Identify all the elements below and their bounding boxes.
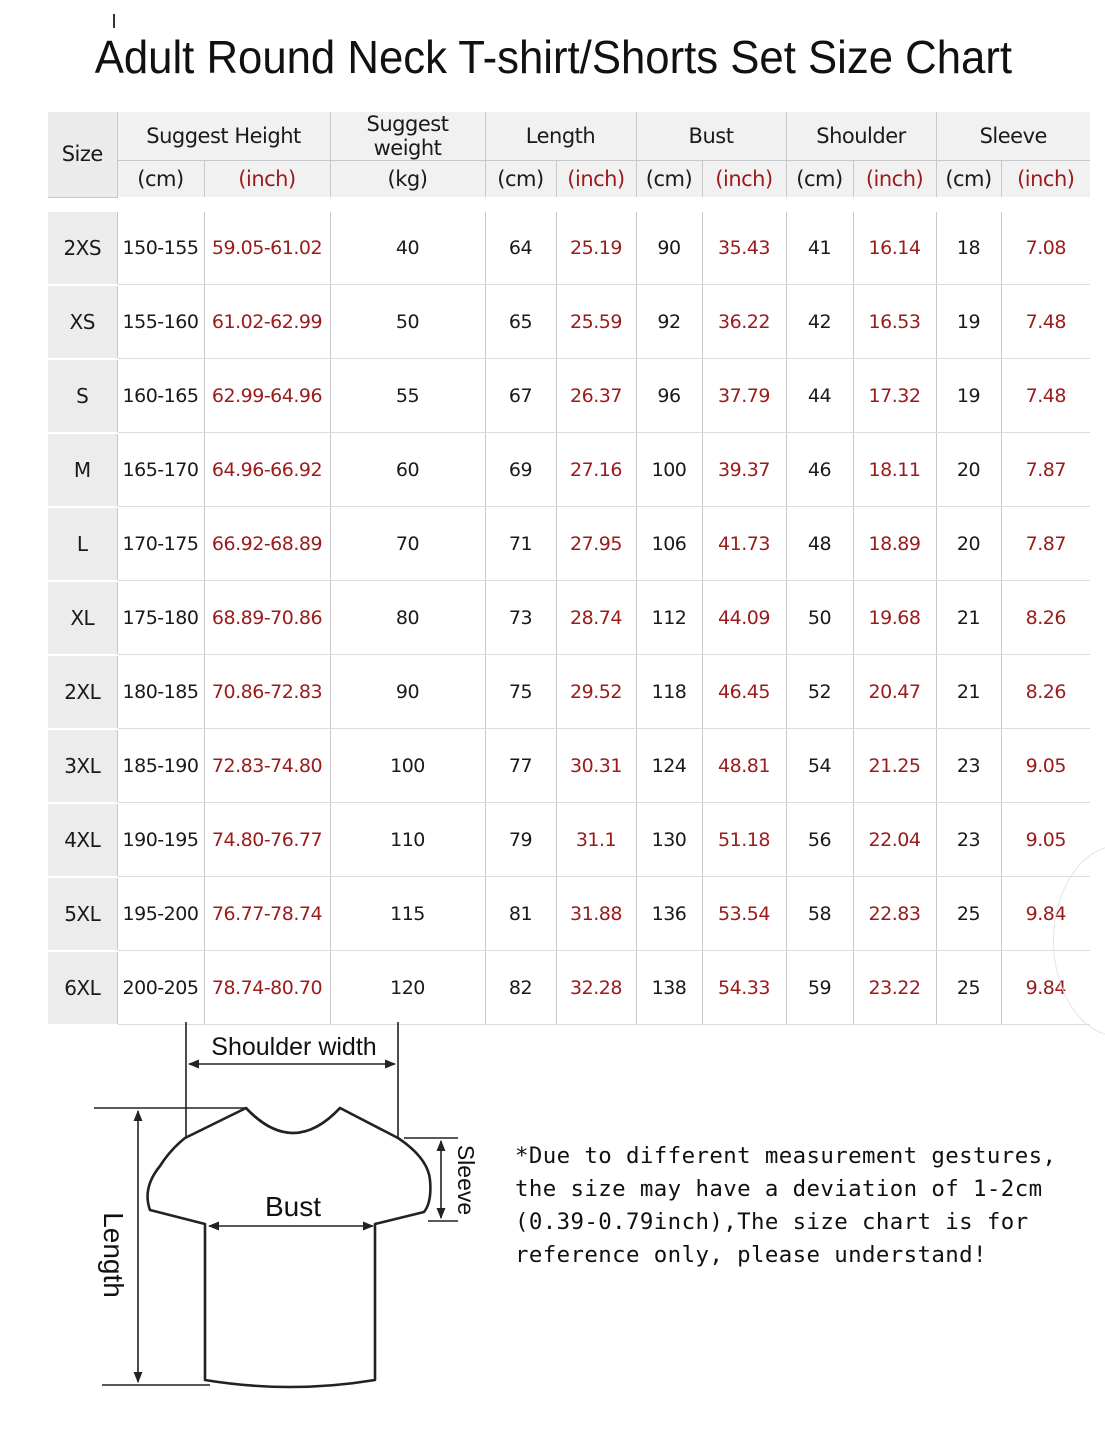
header-height: Suggest Height xyxy=(117,112,330,161)
length-inch-cell: 31.1 xyxy=(556,803,636,877)
height-inch-cell: 62.99-64.96 xyxy=(204,359,330,433)
length-cm-cell: 69 xyxy=(485,433,556,507)
weight-cell: 90 xyxy=(330,655,485,729)
sleeve-cm-cell: 21 xyxy=(936,655,1001,729)
sleeve-cm-cell: 19 xyxy=(936,285,1001,359)
height-cm-cell: 180-185 xyxy=(117,655,204,729)
sleeve-cm-cell: 20 xyxy=(936,433,1001,507)
sleeve-inch-cell: 7.87 xyxy=(1001,433,1090,507)
length-inch-cell: 28.74 xyxy=(556,581,636,655)
weight-cell: 115 xyxy=(330,877,485,951)
bust-cm-cell: 112 xyxy=(636,581,702,655)
size-cell: S xyxy=(48,359,117,433)
sleeve-inch-cell: 9.05 xyxy=(1001,729,1090,803)
page-title: Adult Round Neck T-shirt/Shorts Set Size Chart xyxy=(94,31,1013,83)
shoulder-inch-cell: 18.89 xyxy=(853,507,936,581)
header-gap xyxy=(48,197,1090,212)
shoulder-inch-cell: 21.25 xyxy=(853,729,936,803)
height-cm-cell: 160-165 xyxy=(117,359,204,433)
bust-label: Bust xyxy=(264,1191,322,1222)
unit-length-cm: (cm) xyxy=(485,161,556,198)
sleeve-cm-cell: 21 xyxy=(936,581,1001,655)
length-inch-cell: 32.28 xyxy=(556,951,636,1025)
table-row xyxy=(48,359,1090,433)
size-cell: XL xyxy=(48,581,117,655)
weight-cell: 40 xyxy=(330,212,485,285)
shoulder-cm-cell: 58 xyxy=(786,877,853,951)
table-row xyxy=(48,655,1090,729)
table-row xyxy=(48,581,1090,655)
shoulder-cm-cell: 44 xyxy=(786,359,853,433)
sleeve-inch-cell: 8.26 xyxy=(1001,581,1090,655)
weight-cell: 100 xyxy=(330,729,485,803)
sleeve-inch-cell: 9.05 xyxy=(1001,803,1090,877)
length-inch-cell: 30.31 xyxy=(556,729,636,803)
length-cm-cell: 73 xyxy=(485,581,556,655)
bust-inch-cell: 44.09 xyxy=(702,581,786,655)
bust-inch-cell: 41.73 xyxy=(702,507,786,581)
bust-cm-cell: 118 xyxy=(636,655,702,729)
length-inch-cell: 27.16 xyxy=(556,433,636,507)
size-chart-table xyxy=(48,112,1090,1026)
size-cell: 2XS xyxy=(48,212,117,285)
header-sleeve: Sleeve xyxy=(936,112,1090,161)
length-label: Length xyxy=(98,1212,129,1298)
length-cm-cell: 81 xyxy=(485,877,556,951)
sleeve-cm-cell: 25 xyxy=(936,877,1001,951)
height-inch-cell: 74.80-76.77 xyxy=(204,803,330,877)
tshirt-outline-icon xyxy=(148,1108,431,1387)
length-cm-cell: 77 xyxy=(485,729,556,803)
table-row xyxy=(48,285,1090,359)
weight-cell: 110 xyxy=(330,803,485,877)
shoulder-cm-cell: 52 xyxy=(786,655,853,729)
size-cell: L xyxy=(48,507,117,581)
size-cell: 3XL xyxy=(48,729,117,803)
sleeve-cm-cell: 25 xyxy=(936,951,1001,1025)
shoulder-cm-cell: 41 xyxy=(786,212,853,285)
shoulder-inch-cell: 22.83 xyxy=(853,877,936,951)
size-cell: 5XL xyxy=(48,877,117,951)
length-inch-cell: 25.19 xyxy=(556,212,636,285)
height-inch-cell: 70.86-72.83 xyxy=(204,655,330,729)
table-row xyxy=(48,212,1090,285)
length-inch-cell: 25.59 xyxy=(556,285,636,359)
sleeve-cm-cell: 19 xyxy=(936,359,1001,433)
bust-cm-cell: 124 xyxy=(636,729,702,803)
bust-inch-cell: 46.45 xyxy=(702,655,786,729)
shoulder-inch-cell: 22.04 xyxy=(853,803,936,877)
note-line: (0.39-0.79inch),The size chart is for xyxy=(515,1209,1029,1235)
bust-cm-cell: 100 xyxy=(636,433,702,507)
bust-cm-cell: 106 xyxy=(636,507,702,581)
bust-cm-cell: 90 xyxy=(636,212,702,285)
height-inch-cell: 68.89-70.86 xyxy=(204,581,330,655)
height-inch-cell: 64.96-66.92 xyxy=(204,433,330,507)
height-cm-cell: 170-175 xyxy=(117,507,204,581)
unit-bust-inch: (inch) xyxy=(702,161,786,198)
height-cm-cell: 175-180 xyxy=(117,581,204,655)
unit-bust-cm: (cm) xyxy=(636,161,702,198)
note-line: *Due to different measurement gestures, xyxy=(515,1143,1057,1169)
height-cm-cell: 185-190 xyxy=(117,729,204,803)
sleeve-label: Sleeve xyxy=(453,1144,479,1216)
length-cm-cell: 67 xyxy=(485,359,556,433)
length-cm-cell: 71 xyxy=(485,507,556,581)
shoulder-cm-cell: 54 xyxy=(786,729,853,803)
shoulder-inch-cell: 16.14 xyxy=(853,212,936,285)
height-cm-cell: 190-195 xyxy=(117,803,204,877)
sleeve-inch-cell: 9.84 xyxy=(1001,951,1090,1025)
note-line: the size may have a deviation of 1-2cm xyxy=(515,1176,1043,1202)
shoulder-inch-cell: 16.53 xyxy=(853,285,936,359)
sleeve-inch-cell: 7.08 xyxy=(1001,212,1090,285)
height-inch-cell: 66.92-68.89 xyxy=(204,507,330,581)
height-inch-cell: 61.02-62.99 xyxy=(204,285,330,359)
weight-cell: 120 xyxy=(330,951,485,1025)
height-cm-cell: 150-155 xyxy=(117,212,204,285)
bust-inch-cell: 37.79 xyxy=(702,359,786,433)
height-inch-cell: 76.77-78.74 xyxy=(204,877,330,951)
shoulder-cm-cell: 46 xyxy=(786,433,853,507)
shoulder-inch-cell: 18.11 xyxy=(853,433,936,507)
length-inch-cell: 26.37 xyxy=(556,359,636,433)
bust-cm-cell: 136 xyxy=(636,877,702,951)
unit-shoulder-inch: (inch) xyxy=(853,161,936,198)
length-cm-cell: 82 xyxy=(485,951,556,1025)
unit-height-inch: (inch) xyxy=(204,161,330,198)
sleeve-inch-cell: 7.87 xyxy=(1001,507,1090,581)
length-cm-cell: 75 xyxy=(485,655,556,729)
size-cell: M xyxy=(48,433,117,507)
bust-inch-cell: 35.43 xyxy=(702,212,786,285)
corner-tick xyxy=(113,14,115,28)
table-row xyxy=(48,729,1090,803)
unit-row xyxy=(48,161,1090,198)
shoulder-inch-cell: 23.22 xyxy=(853,951,936,1025)
weight-cell: 80 xyxy=(330,581,485,655)
header-bust: Bust xyxy=(636,112,786,161)
height-inch-cell: 72.83-74.80 xyxy=(204,729,330,803)
bust-inch-cell: 53.54 xyxy=(702,877,786,951)
unit-sleeve-inch: (inch) xyxy=(1001,161,1090,198)
weight-cell: 60 xyxy=(330,433,485,507)
unit-length-inch: (inch) xyxy=(556,161,636,198)
unit-sleeve-cm: (cm) xyxy=(936,161,1001,198)
length-inch-cell: 27.95 xyxy=(556,507,636,581)
deviation-note xyxy=(515,1140,1075,1272)
bust-inch-cell: 51.18 xyxy=(702,803,786,877)
bust-cm-cell: 130 xyxy=(636,803,702,877)
table-row xyxy=(48,877,1090,951)
size-cell: XS xyxy=(48,285,117,359)
bust-cm-cell: 138 xyxy=(636,951,702,1025)
header-size: Size xyxy=(48,112,117,197)
shoulder-cm-cell: 56 xyxy=(786,803,853,877)
height-cm-cell: 200-205 xyxy=(117,951,204,1025)
unit-height-cm: (cm) xyxy=(117,161,204,198)
shoulder-width-label: Shoulder width xyxy=(211,1033,377,1061)
height-cm-cell: 195-200 xyxy=(117,877,204,951)
sleeve-cm-cell: 18 xyxy=(936,212,1001,285)
height-inch-cell: 59.05-61.02 xyxy=(204,212,330,285)
sleeve-cm-cell: 23 xyxy=(936,729,1001,803)
unit-weight-kg: (kg) xyxy=(330,161,485,198)
size-cell: 2XL xyxy=(48,655,117,729)
bust-inch-cell: 48.81 xyxy=(702,729,786,803)
bust-cm-cell: 92 xyxy=(636,285,702,359)
sleeve-inch-cell: 8.26 xyxy=(1001,655,1090,729)
table-row xyxy=(48,803,1090,877)
length-cm-cell: 65 xyxy=(485,285,556,359)
shoulder-inch-cell: 17.32 xyxy=(853,359,936,433)
shoulder-cm-cell: 50 xyxy=(786,581,853,655)
length-cm-cell: 64 xyxy=(485,212,556,285)
note-line: reference only, please understand! xyxy=(515,1242,987,1268)
shoulder-cm-cell: 59 xyxy=(786,951,853,1025)
header-weight: Suggest weight xyxy=(330,112,485,161)
table-row xyxy=(48,433,1090,507)
size-table-body xyxy=(48,197,1090,1025)
height-cm-cell: 165-170 xyxy=(117,433,204,507)
shoulder-cm-cell: 42 xyxy=(786,285,853,359)
tshirt-measurement-diagram xyxy=(0,1010,520,1410)
bust-inch-cell: 36.22 xyxy=(702,285,786,359)
table-row xyxy=(48,507,1090,581)
length-inch-cell: 29.52 xyxy=(556,655,636,729)
weight-cell: 50 xyxy=(330,285,485,359)
sleeve-inch-cell: 7.48 xyxy=(1001,285,1090,359)
size-cell: 4XL xyxy=(48,803,117,877)
shoulder-inch-cell: 20.47 xyxy=(853,655,936,729)
height-cm-cell: 155-160 xyxy=(117,285,204,359)
bust-inch-cell: 39.37 xyxy=(702,433,786,507)
height-inch-cell: 78.74-80.70 xyxy=(204,951,330,1025)
size-cell: 6XL xyxy=(48,951,117,1025)
length-inch-cell: 31.88 xyxy=(556,877,636,951)
shoulder-cm-cell: 48 xyxy=(786,507,853,581)
header-row xyxy=(48,112,1090,161)
sleeve-inch-cell: 7.48 xyxy=(1001,359,1090,433)
weight-cell: 55 xyxy=(330,359,485,433)
sleeve-cm-cell: 23 xyxy=(936,803,1001,877)
weight-cell: 70 xyxy=(330,507,485,581)
length-cm-cell: 79 xyxy=(485,803,556,877)
shoulder-inch-cell: 19.68 xyxy=(853,581,936,655)
unit-shoulder-cm: (cm) xyxy=(786,161,853,198)
sleeve-inch-cell: 9.84 xyxy=(1001,877,1090,951)
header-shoulder: Shoulder xyxy=(786,112,936,161)
bust-cm-cell: 96 xyxy=(636,359,702,433)
bust-inch-cell: 54.33 xyxy=(702,951,786,1025)
header-length: Length xyxy=(485,112,636,161)
sleeve-cm-cell: 20 xyxy=(936,507,1001,581)
